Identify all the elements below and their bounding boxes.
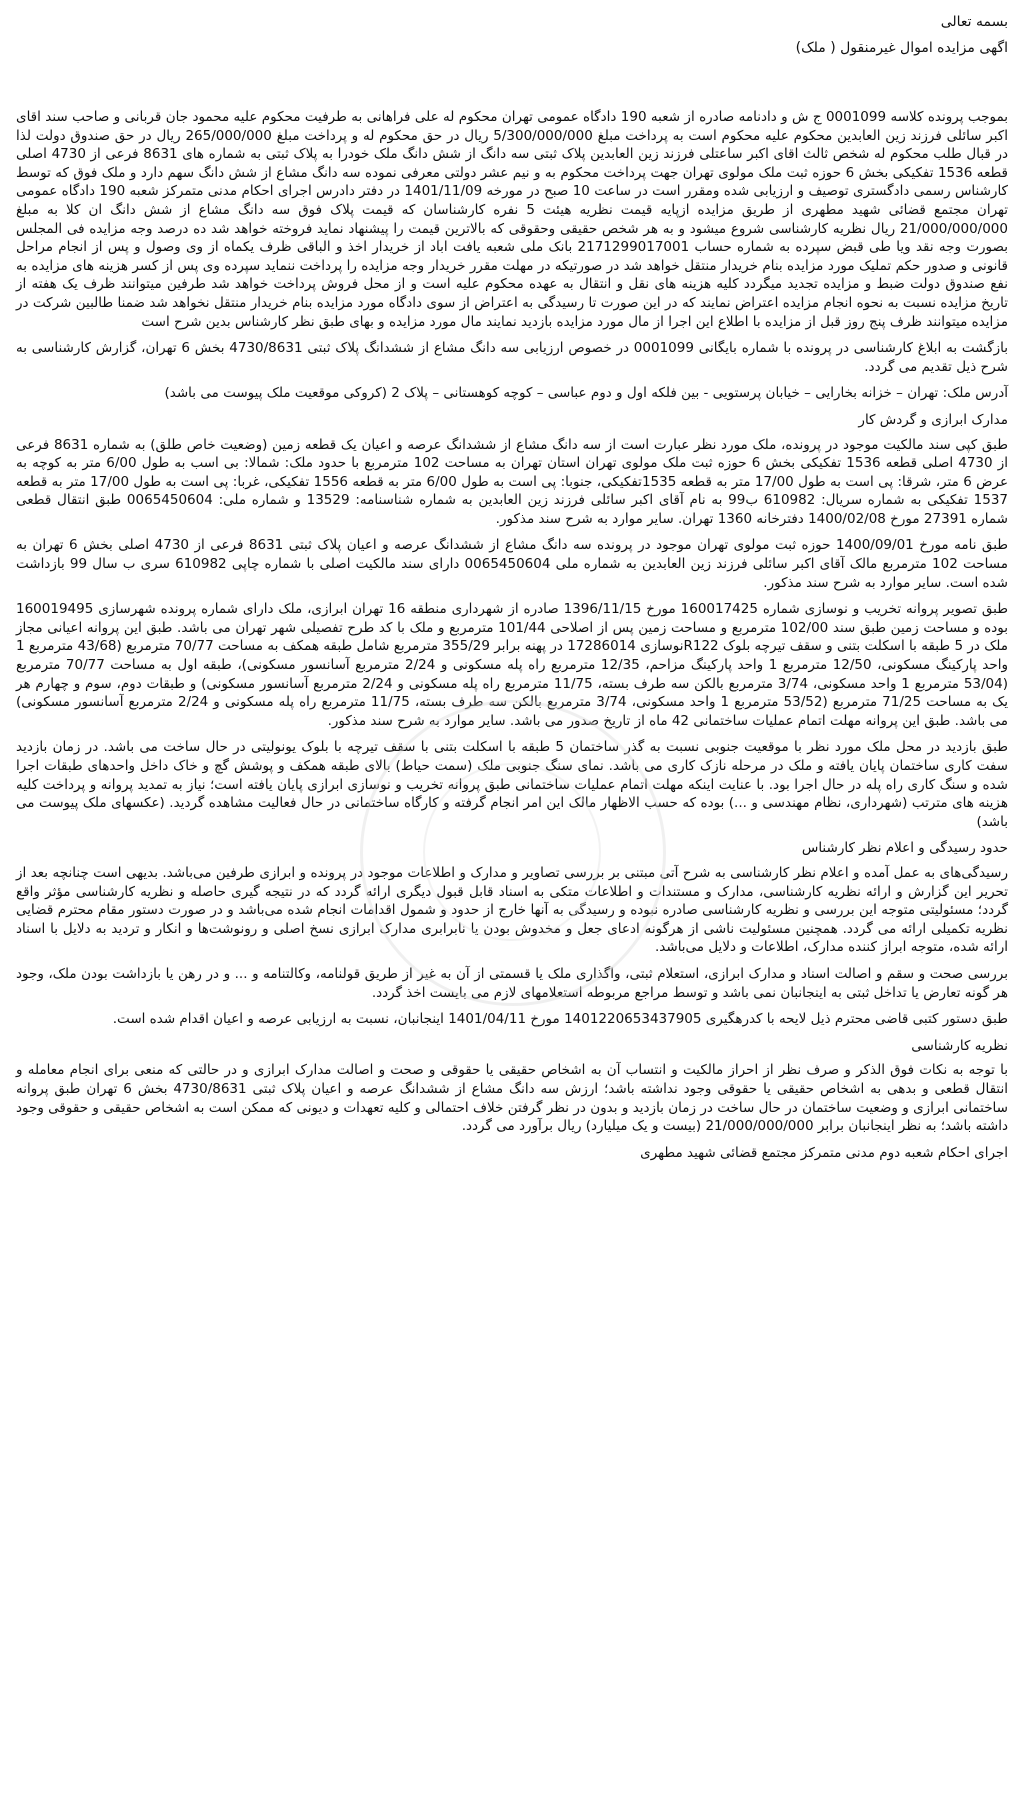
opinion-paragraph: با توجه به نکات فوق الذکر و صرف نظر از احراز مالکیت و انتساب آن به اشخاص حقیقی یا حقوقی و صحت و اصالت مدارک ابرازی و در حالتی که منعی برای انجام معامله و انتقال قطعی و بدهی به اشخاص حقیقی یا حقوقی وجود نداشته باشد؛ ارزش سه دانگ مشاع از ششدانگ عرصه و اعیان پلاک ثبتی 4730/8631 بخش 6 تهران طبق پروانه ساختمانی ابرازی و وضعیت ساختمان در حال ساخت در زمان بازدید و بدون در نظر گرفتن خلاف احتمالی و کلیه تعهدات و دیونی که ممکن است به اشخاص حقیقی و حقوقی وجود داشته باشد؛ به نظر اینجانبان برابر 21/000/000/000 (بیست و یک میلیارد) ریال برآورد می گردد.	[16, 1062, 1009, 1135]
bismillah-heading: بسمه تعالی	[940, 14, 1008, 30]
footer-signature: اجرای احکام شعبه دوم مدنی متمرکز مجتمع قضائی شهید مطهری	[640, 1144, 1008, 1161]
opinion-section-title: نظریه کارشناسی	[911, 1037, 1008, 1054]
documents-section-title: مدارک ابرازی و گردش کار	[858, 411, 1008, 428]
limits-paragraph-1: رسیدگی‌های به عمل آمده و اعلام نظر کارشناسی به شرح آتی مبتنی بر بررسی تصاویر و مدارک و اطلاعات موجود در پرونده و ابرازی طرفین می‌باشد. بدیهی است چنانچه بعد از تحریر این گزارش و ارائه نظریه کارشناسی، مدارک و مستندات و اطلاعات متکی به اسناد قابل قبول دیگری ارائه گردد که در نتیجه گیری حاصله و نظریه کارشناسی مؤثر واقع گردد؛ مسئولیتی متوجه این بررسی و نظریه کارشناسی صادره نبوده و رسیدگی به آنها خارج از حدود و شمول اقدامات انجام شده می‌باشد و در صورت دستور مقام محترم قضایی نظریه تکمیلی ارائه می گردد. همچنین مسئولیت ناشی از هرگونه ادعای جعل و مخدوش بودن یا نابرابری مدارک ابرازی نسخ اصلی و رونوشت‌ها و انکار و تردید به دلایل با اسناد ارائه شده، متوجه ابراز کننده مدارک، اطلاعات و دلایل می‌باشد.	[16, 864, 1008, 956]
limits-section-title: حدود رسیدگی و اعلام نظر کارشناس	[801, 840, 1008, 857]
property-address: آدرس ملک: تهران – خزانه بخارایی – خیابان پرستویی - بین فلکه اول و دوم عباسی – کوچه کوهستانی – پلاک 2 (کروکی موقعیت ملک پیوست می باشد)	[164, 385, 1008, 402]
report-intro-paragraph: بازگشت به ابلاغ کارشناسی در پرونده با شماره بایگانی 0001099 در خصوص ارزیابی سه دانگ مشاع از ششدانگ پلاک ثبتی 4730/8631 بخش 6 تهران، گزارش کارشناسی به شرح ذیل تقدیم می گردد.	[16, 340, 1009, 375]
documents-paragraph-2: طبق نامه مورخ 1400/09/01 حوزه ثبت مولوی تهران موجود در پرونده سه دانگ مشاع از ششدانگ عرصه و اعیان پلاک ثبتی 8631 فرعی از 4730 اصلی بخش 6 تهران به مساحت 102 مترمربع مالک آقای اکبر سائلی فرزند زین العابدین به شماره ملی 0065450604 دارای سند مالکیت اصلی با شماره چاپی 610982 سری ب سال 99 بازداشت شده است. سایر موارد به شرح سند مذکور.	[16, 537, 1009, 591]
limits-paragraph-2: بررسی صحت و سقم و اصالت اسناد و مدارک ابرازی، استعلام ثبتی، واگذاری ملک یا قسمتی از آن به غیر از طریق قولنامه، وکالتنامه و ... و در رهن یا بازداشت بودن ملک، وجود هر گونه تعارض یا تداخل ثبتی به اینجانبان نمی باشد و توسط مراجع مربوطه استعلامهای لازم می بایست اخذ گردد.	[16, 965, 1008, 1001]
limits-paragraph-3: طبق دستور کتبی قاضی محترم ذیل لایحه با کدرهگیری 1401220653437905 مورخ 1401/04/11 اینجانبان، نسبت به ارزیابی عرصه و اعیان اقدام شده است.	[112, 1011, 1008, 1028]
documents-paragraph-1: طبق کپی سند مالکیت موجود در پرونده، ملک مورد نظر عبارت است از سه دانگ مشاع از ششدانگ عرصه و اعیان یک قطعه زمین (وضعیت خاص طلق) به شماره 8631 فرعی از 4730 اصلی قطعه 1536 تفکیکی بخش 6 حوزه ثبت ملک مولوی تهران استان تهران به مساحت 102 مترمربع با حدود ملک: شمالا: بی اسب به طول 6/00 متر به کوچه به عرض 6 متر، شرقا: پی است به طول 17/00 متر به قطعه 1535تفکیکی، جنوبا: پی است به طول 6/00 متر به قطعه 1556 تفکیکی، غربا: پی است به طول 17/00 متر به قطعه 1537 تفکیکی به شماره سریال: 610982 ب99 به نام آقای اکبر سائلی فرزند زین العابدین به شماره شناسنامه: 13529 و شماره ملی: 0065450604 طبق انتقال قطعی شماره 27391 مورخ 1400/02/08 دفترخانه 1360 تهران. سایر موارد به شرح سند مذکور.	[16, 436, 1009, 527]
documents-paragraph-3: طبق تصویر پروانه تخریب و نوسازی شماره 160017425 مورخ 1396/11/15 صادره از شهرداری منطقه 16 تهران ابرازی، ملک دارای شماره پرونده شهرسازی 160019495 بوده و مساحت زمین طبق سند 102/00 مترمربع و مساحت زمین پس از اصلاحی 101/44 مترمربع و ملک با کد طرح تفصیلی شهر تهران می باشد. طبق این پروانه اعیانی مجاز ملک در 5 طبقه با اسکلت بتنی و سقف تیرچه بلوک R122نوسازی 17286014 در پهنه برابر 355/29 مترمربع شامل طبقه همکف به مساحت 70/77 مترمربع (43/68 مترمربع 1 واحد پارکینگ مسکونی، 12/50 مترمربع 1 واحد پارکینگ مزاحم، 12/35 مترمربع راه پله مسکونی و 2/24 مترمربع آسانسور مسکونی)، طبقه اول به مساحت 70/77 مترمربع (53/04 مترمربع 1 واحد مسکونی، 3/74 مترمربع بالکن سه طرف بسته، 11/75 مترمربع راه پله مسکونی و 2/24 مترمربع آسانسور مسکونی) و طبقات دوم، سوم و چهارم هر یک به مساحت 71/25 مترمربع (53/52 مترمربع 1 واحد مسکونی، 3/74 مترمربع بالکن سه طرف بسته، 11/75 مترمربع راه پله مسکونی و 2/24 مترمربع آسانسور مسکونی) می باشد. طبق این پروانه مهلت اتمام عملیات ساختمانی 42 ماه از تاریخ صدور می باشد. سایر موارد به شرح سند مذکور.	[16, 601, 1009, 729]
documents-paragraph-4: طبق بازدید در محل ملک مورد نظر با موقعیت جنوبی نسبت به گذر ساختمان 5 طبقه با اسکلت بتنی با سقف تیرچه با بلوک یونولیتی در حال ساخت می باشد. در زمان بازدید سفت کاری ساختمان پایان یافته و ملک در مرحله نازک کاری می باشد. نمای سنگ جنوبی ملک (سمت حیاط) بالای طبقه همکف و پوشش گچ و خاک داخل واحدهای طبقات اجرا شده و سنگ کاری راه پله در حال اجرا بود. با عنایت اینکه مهلت اتمام عملیات ساختمانی طبق پروانه تخریب و نوسازی ابرازی پایان یافته است؛ نیاز به تمدید پروانه و پرداخت کلیه هزینه های مترتب (شهرداری، نظام مهندسی و ...) بوده که حسب الاظهار مالک این امر انجام گرفته و کارگاه ساختمانی در حال فعالیت مشاهده گردید. (عکسهای ملک پیوست می باشد)	[16, 739, 1008, 830]
notice-title: اگهی مزایده اموال غیرمنقول ( ملک)	[795, 40, 1008, 56]
intro-paragraph: بموجب پرونده کلاسه 0001099 ج ش و دادنامه صادره از شعبه 190 دادگاه عمومی تهران محکوم له علی فراهانی به طرفیت محکوم علیه محمود جان قربانی و صاحب سند اقای اکبر سائلی فرزند زین العابدین محکوم علیه محکوم است به پرداخت مبلغ 5/300/000/000 ریال در حق محکوم له و پرداخت مبلغ 265/000/000 ریال در حق صندوق دولت لذا در قبال طلب محکوم له شخص ثالث اقای اکبر ساعتلی فرزند زین العابدین پلاک ثبتی سه دانگ از شش دانگ ملک خودرا به پلاک ثبتی به شماره های 8631 فرعی از 4730 اصلی قطعه 1536 تفکیکی بخش 6 حوزه ثبت ملک مولوی تهران جهت پرداخت محکوم به و نیم عشر دولتی معرفی نموده سه دانگ مشاع از شش دانگ سهم دارد و ملک فوق که توسط کارشناس رسمی دادگستری توصیف و ارزیابی شده ومقرر است در ساعت 10 صبح در مورخه 1401/11/09 در دفتر دادرس اجرای احکام مدنی متمرکز شعبه 190 دادگاه عمومی تهران مجتمع قضائی شهید مطهری از طریق مزایده ازپایه قیمت نظریه هیئت 5 نفره کارشناسان که قیمت پلاک فوق سه دانگ مشاع از شش دانگ ان کلا به مبلغ 21/000/000/000 ریال نظریه کارشناسی شروع میشود و به هر شخص حقیقی وحقوقی که بالاترین قیمت را پیشنهاد نماید فروخته خواهد شد ده درصد وجه مزایده فی المجلس بصورت وجه نقد ویا طی قبض سپرده به شماره حساب 2171299017001 بانک ملی شعبه یافت اباد از خریدار اخذ و الباقی ظرف یکماه از وی وصول و پس از انجام مراحل قانونی و صدور حکم تملیک مورد مزایده بنام خریدار منتقل خواهد شد در صورتیکه در مهلت مقرر خریدار وجه مزایده را پرداخت ننماید سپرده وی پس از کسر هزینه های مزایده به نفع صندوق دولت ضبط و مزایده تجدید میگردد کلیه هزینه های نقل و انتقال به عهده محکوم علیه است و از محل فروش پرداخت خواهد شد طرفین میتوانند ظرف یک هفته از تاریخ مزایده نسبت به نحوه انجام مزایده اعتراض نمایند که در این صورت تا رسیدگی به اعتراض از سوی دادگاه مورد مزایده بنام خریدار منتقل نخواهد شد ضمنا طالبین شرکت در مزایده میتوانند ظرف پنج روز قبل از مزایده با اطلاع این اجرا از مال مورد مزایده بازدید نمایند مال مورد مزایده و بهای طبق نظر کارشناس بدین شرح است	[16, 109, 1009, 330]
